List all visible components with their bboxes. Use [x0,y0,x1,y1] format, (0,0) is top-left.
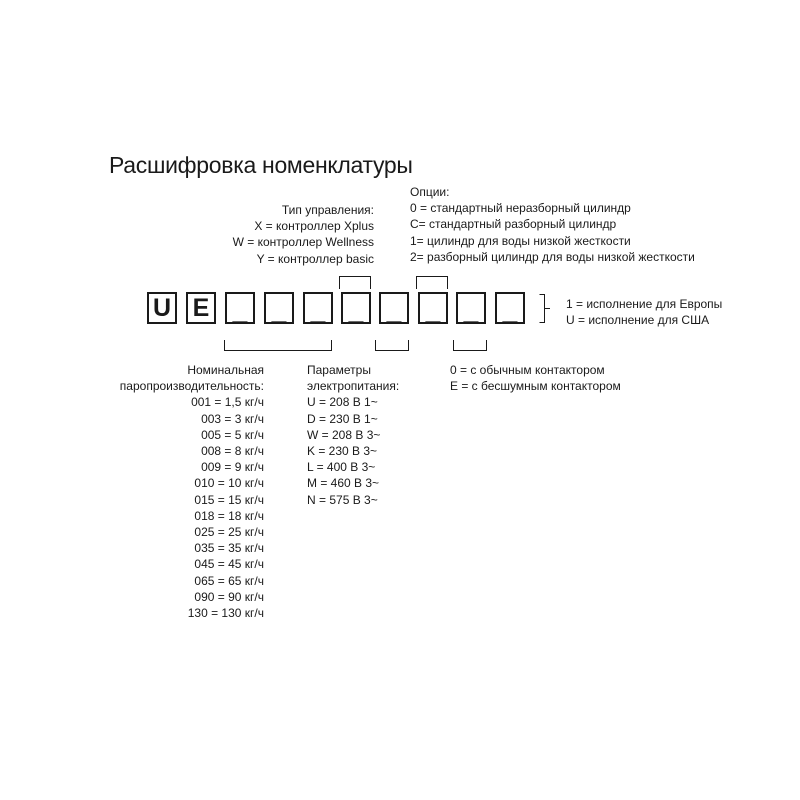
code-box-letter: U [147,292,177,324]
power-item: D = 230 В 1~ [307,411,378,426]
control-type-item: W = контроллер Wellness [232,235,374,250]
contactor-item: E = с бесшумным контактором [450,379,621,394]
power-item: U = 208 В 1~ [307,395,378,410]
options-item: 1= цилиндр для воды низкой жесткости [410,233,631,248]
options-item: 2= разборный цилиндр для воды низкой жесткости [410,249,695,264]
capacity-item: 035 = 35 кг/ч [194,541,264,556]
code-box-placeholder: _ [341,292,371,324]
options-item: C= стандартный разборный цилиндр [410,217,617,232]
code-box-placeholder: _ [264,292,294,324]
page-title: Расшифровка номенклатуры [109,152,413,178]
options-item: 0 = стандартный неразборный цилиндр [410,201,631,216]
control-type-item: Y = контроллер basic [256,251,374,266]
contactor-item: 0 = с обычным контактором [450,363,605,377]
power-item: N = 575 В 3~ [307,492,378,507]
code-box-placeholder: _ [303,292,333,324]
code-box-letter: E [186,292,216,324]
code-box-placeholder: _ [225,292,255,324]
version-bracket [540,295,551,323]
code-box-placeholder: _ [456,292,486,324]
contactor-bracket [454,340,487,351]
version-item: U = исполнение для США [566,313,710,328]
code-box-placeholder: _ [379,292,409,324]
capacity-item: 018 = 18 кг/ч [194,508,264,523]
code-box-placeholder: _ [418,292,448,324]
power-header-line: Параметры [307,363,371,377]
options-bracket [417,277,448,290]
power-header-line: электропитания: [307,379,400,394]
options-header: Опции: [410,185,450,199]
capacity-item: 025 = 25 кг/ч [194,525,264,540]
capacity-item: 001 = 1,5 кг/ч [191,395,264,410]
capacity-item: 065 = 65 кг/ч [194,573,264,588]
capacity-item: 090 = 90 кг/ч [194,589,264,604]
capacity-item: 008 = 8 кг/ч [201,444,264,459]
capacity-item: 045 = 45 кг/ч [194,557,264,572]
power-bracket [376,340,409,351]
code-box-placeholder: _ [495,292,525,324]
power-item: M = 460 В 3~ [307,476,380,491]
capacity-header-line: паропроизводительность: [119,379,264,394]
power-item: K = 230 В 3~ [307,444,378,459]
control-type-bracket [340,277,371,290]
capacity-item: 010 = 10 кг/ч [194,476,264,491]
control-type-header: Тип управления: [281,203,374,217]
capacity-bracket [225,340,332,351]
capacity-item: 009 = 9 кг/ч [201,460,264,475]
capacity-item: 015 = 15 кг/ч [194,492,264,507]
power-item: L = 400 В 3~ [307,460,376,475]
power-item: W = 208 В 3~ [307,427,381,442]
version-item: 1 = исполнение для Европы [566,297,723,311]
capacity-item: 005 = 5 кг/ч [201,427,264,442]
capacity-header-line: Номинальная [187,363,264,377]
capacity-item: 130 = 130 кг/ч [187,606,264,621]
control-type-item: X = контроллер Xplus [254,219,374,234]
capacity-item: 003 = 3 кг/ч [201,411,264,426]
